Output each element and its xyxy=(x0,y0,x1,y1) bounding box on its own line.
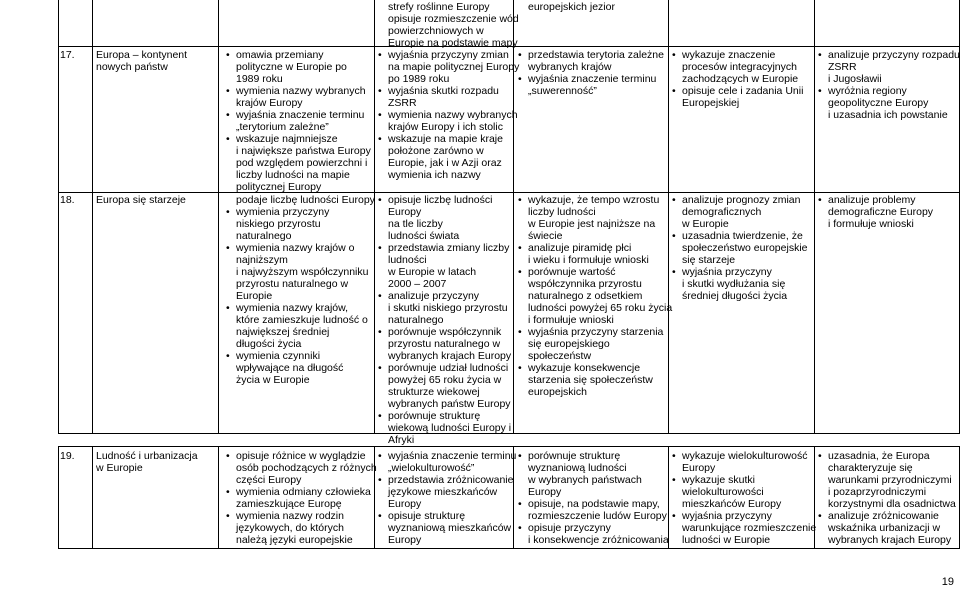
requirements-col6 xyxy=(816,194,958,230)
requirement-item: • analizuje przyczyny rozpadu xyxy=(818,49,960,61)
requirement-item-continuation: Europie, jak i w Azji oraz xyxy=(388,157,502,169)
bullet-icon: • xyxy=(378,290,382,302)
requirement-item: • wymienia nazwy wybranych xyxy=(226,85,366,97)
requirement-item-continuation: naturalnego xyxy=(236,230,292,242)
requirement-item: • wyjaśnia przyczyny xyxy=(672,266,772,278)
requirement-item-continuation: 1989 roku xyxy=(236,73,283,85)
row-number: 18. xyxy=(60,194,75,206)
requirement-item: • opisuje strukturę xyxy=(378,510,466,522)
requirement-item-continuation: zachodzących w Europie xyxy=(682,73,799,85)
requirement-item-continuation: i uzasadnia ich powstanie xyxy=(828,109,948,121)
requirement-item: podaje liczbę ludności Europy xyxy=(236,194,375,206)
requirement-item: • przedstawia terytoria zależne xyxy=(518,49,664,61)
text-line: strefy roślinne Europy xyxy=(388,1,490,13)
row-topic xyxy=(96,194,214,206)
curriculum-table-top xyxy=(58,0,960,446)
requirement-item-continuation: i konsekwencje zróżnicowania xyxy=(528,534,669,546)
requirement-item: • wymienia nazwy krajów, xyxy=(226,302,349,314)
requirement-item-continuation: wielokulturowości xyxy=(682,486,764,498)
bullet-icon: • xyxy=(672,49,676,61)
requirement-item-continuation: w Europie jest najniższe na xyxy=(528,218,656,230)
requirement-item: • wykazuje skutki xyxy=(672,474,755,486)
bullet-icon: • xyxy=(672,266,676,278)
requirement-item-continuation: Afryki xyxy=(388,434,415,446)
requirement-item: • opisuje, na podstawie mapy, xyxy=(518,498,660,510)
bullet-icon: • xyxy=(818,49,822,61)
requirement-item-continuation: 2000 – 2007 xyxy=(388,278,447,290)
requirement-item-continuation: średniej długości życia xyxy=(682,290,788,302)
requirement-item-continuation: rozmieszczenie ludów Europy xyxy=(528,510,667,522)
requirements-col5 xyxy=(670,194,812,302)
requirement-item: • analizuje prognozy zmian xyxy=(672,194,801,206)
requirement-item-continuation: Europy xyxy=(682,462,716,474)
requirement-item-continuation: w wybranych państwach xyxy=(528,474,642,486)
bullet-icon: • xyxy=(818,510,822,522)
requirement-item: • porównuje wartość xyxy=(518,266,616,278)
requirement-item-continuation: „wielokulturowość” xyxy=(388,462,475,474)
bullet-icon: • xyxy=(672,474,676,486)
continuation-col3 xyxy=(376,1,519,49)
requirement-item-continuation: europejskich xyxy=(528,386,587,398)
requirement-item: • wykazuje, że tempo wzrostu xyxy=(518,194,660,206)
bullet-icon: • xyxy=(378,49,382,61)
requirement-item-continuation: wybranych krajów xyxy=(528,61,612,73)
requirement-item: • wskazuje najmniejsze xyxy=(226,133,338,145)
bullet-icon: • xyxy=(672,510,676,522)
row-topic xyxy=(96,49,214,73)
bullet-icon: • xyxy=(226,49,230,61)
requirements-col3 xyxy=(376,49,520,181)
requirement-item-continuation: politycznej Europy xyxy=(236,181,322,193)
bullet-icon: • xyxy=(226,486,230,498)
requirement-item-continuation: wyznaniową mieszkańców xyxy=(388,522,512,534)
requirement-item: • wykazuje znaczenie xyxy=(672,49,776,61)
requirement-item-continuation: krajów Europy i ich stolic xyxy=(388,121,503,133)
bullet-icon: • xyxy=(226,450,230,462)
requirement-item: • wyróżnia regiony xyxy=(818,85,907,97)
requirements-col2 xyxy=(224,450,377,546)
requirement-item-continuation: wpływające na długość xyxy=(236,362,344,374)
text-line: Europa się starzeje xyxy=(96,194,186,206)
requirement-item-continuation: korzystnymi dla osadnictwa xyxy=(828,498,956,510)
requirement-item: • przedstawia zróżnicowanie xyxy=(378,474,514,486)
bullet-icon: • xyxy=(818,194,822,206)
text-line: w Europie xyxy=(96,462,143,474)
requirement-item-continuation: się starzeje xyxy=(682,254,736,266)
requirement-item-continuation: pod względem powierzchni i xyxy=(236,157,368,169)
bullet-icon: • xyxy=(378,133,382,145)
requirement-item-continuation: charakteryzuje się xyxy=(828,462,913,474)
bullet-icon: • xyxy=(226,133,230,145)
requirement-item-continuation: wskaźnika urbanizacji w xyxy=(828,522,941,534)
text-line: europejskich jezior xyxy=(528,1,615,13)
requirements-col2 xyxy=(224,49,372,193)
requirement-item: • porównuje strukturę xyxy=(378,410,481,422)
requirement-item-continuation: i Jugosławii xyxy=(828,73,882,85)
bullet-icon: • xyxy=(226,206,230,218)
text-line: nowych państw xyxy=(96,61,168,73)
requirement-item-continuation: „terytorium zależne” xyxy=(236,121,329,133)
requirement-item-continuation: wybranych krajach Europy xyxy=(388,350,512,362)
requirement-item-continuation: zamieszkujące Europę xyxy=(236,498,342,510)
requirement-item: • wyjaśnia znaczenie terminu xyxy=(226,109,365,121)
requirement-item-continuation: ludności powyżej 65 roku życia xyxy=(528,302,673,314)
bullet-icon: • xyxy=(378,510,382,522)
bullet-icon: • xyxy=(518,73,522,85)
bullet-icon: • xyxy=(378,85,382,97)
requirement-item: • wyjaśnia przyczyny zmian xyxy=(378,49,509,61)
bullet-icon: • xyxy=(518,242,522,254)
bullet-icon: • xyxy=(672,450,676,462)
page-number: 19 xyxy=(941,576,954,588)
requirement-item-continuation: demograficzne Europy xyxy=(828,206,934,218)
requirement-item-continuation: długości życia xyxy=(236,338,302,350)
requirement-item-continuation: polityczne w Europie po xyxy=(236,61,347,73)
requirement-item-continuation: niskiego przyrostu xyxy=(236,218,321,230)
requirement-item-continuation: osób pochodzących z różnych xyxy=(236,462,377,474)
requirement-item-continuation: geopolityczne Europy xyxy=(828,97,929,109)
text-line: Ludność i urbanizacja xyxy=(96,450,198,462)
requirement-item-continuation: procesów integracyjnych xyxy=(682,61,797,73)
requirement-item: • uzasadnia twierdzenie, że xyxy=(672,230,803,242)
requirement-item-continuation: warunkujące rozmieszczenie xyxy=(682,522,817,534)
bullet-icon: • xyxy=(518,326,522,338)
requirement-item: • wymienia odmiany człowieka xyxy=(226,486,371,498)
text-line: opisuje rozmieszczenie wód xyxy=(388,13,519,25)
requirement-item-continuation: w Europie w latach xyxy=(388,266,477,278)
requirement-item: • opisuje liczbę ludności xyxy=(378,194,493,206)
bullet-icon: • xyxy=(378,362,382,374)
requirement-item-continuation: naturalnego xyxy=(388,314,444,326)
requirement-item-continuation: wybranych państw Europy xyxy=(388,398,511,410)
requirement-item-continuation: wymienia ich nazwy xyxy=(388,169,481,181)
requirement-item-continuation: które zamieszkuje ludność o xyxy=(236,314,368,326)
requirement-item-continuation: i największe państwa Europy xyxy=(236,145,371,157)
requirement-item-continuation: przyrostu naturalnego w xyxy=(236,278,349,290)
text-line: Europie na podstawie mapy xyxy=(388,37,518,49)
requirement-item-continuation: Europy xyxy=(528,486,562,498)
requirement-item-continuation: demograficznych xyxy=(682,206,762,218)
requirement-item-continuation: Europy xyxy=(388,206,422,218)
requirement-item: • wymienia nazwy wybranych xyxy=(378,109,518,121)
bullet-icon: • xyxy=(378,194,382,206)
text-line: powierzchniowych w xyxy=(388,25,484,37)
requirement-item: • wymienia nazwy rodzin xyxy=(226,510,344,522)
bullet-icon: • xyxy=(518,266,522,278)
requirement-item-continuation: społeczeństwo europejskie xyxy=(682,242,808,254)
bullet-icon: • xyxy=(378,326,382,338)
bullet-icon: • xyxy=(818,450,822,462)
requirement-item-continuation: i najwyższym współczynniku xyxy=(236,266,369,278)
requirement-item-continuation: i skutki niskiego przyrostu xyxy=(388,302,508,314)
requirements-col4 xyxy=(516,194,673,398)
requirement-item: • analizuje przyczyny xyxy=(378,290,480,302)
requirement-item-continuation: Europy xyxy=(388,498,422,510)
requirement-item: • porównuje strukturę xyxy=(518,450,621,462)
requirement-item: • wykazuje wielokulturowość xyxy=(672,450,808,462)
bullet-icon: • xyxy=(518,450,522,462)
bullet-icon: • xyxy=(226,510,230,522)
bullet-icon: • xyxy=(226,242,230,254)
row-number: 19. xyxy=(60,450,75,462)
curriculum-table-bottom xyxy=(58,446,960,549)
requirement-item-continuation: się europejskiego xyxy=(528,338,610,350)
requirement-item-continuation: Europejskiej xyxy=(682,97,740,109)
requirement-item-continuation: naturalnego z odsetkiem xyxy=(528,290,643,302)
bullet-icon: • xyxy=(226,350,230,362)
bullet-icon: • xyxy=(518,522,522,534)
requirement-item-continuation: części Europy xyxy=(236,474,302,486)
requirement-item-continuation: w Europie xyxy=(682,218,729,230)
requirements-col5 xyxy=(670,450,817,546)
requirement-item-continuation: i pozaprzyrodniczymi xyxy=(828,486,927,498)
requirement-item: • opisuje cele i zadania Unii xyxy=(672,85,804,97)
requirement-item-continuation: warunkami przyrodniczymi xyxy=(828,474,952,486)
requirements-col5 xyxy=(670,49,812,109)
requirement-item-continuation: mieszkańców Europy xyxy=(682,498,782,510)
requirement-item-continuation: ZSRR xyxy=(388,97,417,109)
requirement-item-continuation: „suwerenność” xyxy=(528,85,597,97)
requirement-item-continuation: życia w Europie xyxy=(236,374,310,386)
requirement-item-continuation: i wieku i formułuje wnioski xyxy=(528,254,649,266)
requirement-item-continuation: wybranych krajach Europy xyxy=(828,534,952,546)
requirement-item-continuation: należą języki europejskie xyxy=(236,534,353,546)
requirement-item-continuation: na tle liczby xyxy=(388,218,443,230)
requirement-item-continuation: i skutki wydłużania się xyxy=(682,278,786,290)
bullet-icon: • xyxy=(378,410,382,422)
requirement-item-continuation: krajów Europy xyxy=(236,97,303,109)
bullet-icon: • xyxy=(518,49,522,61)
requirement-item: • uzasadnia, że Europa xyxy=(818,450,930,462)
requirement-item-continuation: najniższym xyxy=(236,254,288,266)
requirement-item-continuation: po 1989 roku xyxy=(388,73,450,85)
requirement-item-continuation: językowe mieszkańców xyxy=(388,486,498,498)
bullet-icon: • xyxy=(518,498,522,510)
requirement-item: • opisuje różnice w wyglądzie xyxy=(226,450,366,462)
requirement-item-continuation: strukturze wiekowej xyxy=(388,386,480,398)
requirement-item: • wykazuje konsekwencje xyxy=(518,362,641,374)
bullet-icon: • xyxy=(226,109,230,121)
requirement-item: • wymienia nazwy krajów o xyxy=(226,242,355,254)
text-line: Europa – kontynent xyxy=(96,49,188,61)
requirements-col2 xyxy=(224,194,375,386)
requirement-item: • wyjaśnia znaczenie terminu xyxy=(378,450,517,462)
requirements-col3 xyxy=(376,450,517,546)
requirement-item: • analizuje problemy xyxy=(818,194,916,206)
row-topic xyxy=(96,450,214,474)
requirement-item: • omawia przemiany xyxy=(226,49,324,61)
requirement-item: • opisuje przyczyny xyxy=(518,522,611,534)
requirement-item: • wyjaśnia przyczyny starzenia xyxy=(518,326,664,338)
requirement-item-continuation: liczby ludności na mapie xyxy=(236,169,350,181)
requirement-item: • wskazuje na mapie kraje xyxy=(378,133,503,145)
requirement-item: • wymienia czynniki xyxy=(226,350,321,362)
requirement-item-continuation: wiekową ludności Europy i xyxy=(388,422,512,434)
bullet-icon: • xyxy=(226,302,230,314)
requirement-item-continuation: ludności świata xyxy=(388,230,460,242)
requirement-item-continuation: współczynnika przyrostu xyxy=(528,278,642,290)
requirement-item-continuation: ludności xyxy=(388,254,427,266)
requirement-item-continuation: starzenia się społeczeństw xyxy=(528,374,653,386)
requirement-item: • wyjaśnia przyczyny xyxy=(672,510,772,522)
requirements-col6 xyxy=(816,49,958,121)
requirement-item-continuation: językowych, do których xyxy=(236,522,344,534)
requirement-item-continuation: położone zarówno w xyxy=(388,145,484,157)
bullet-icon: • xyxy=(378,474,382,486)
bullet-icon: • xyxy=(672,85,676,97)
requirement-item-continuation: Europie xyxy=(236,290,273,302)
continuation-col4 xyxy=(516,1,666,13)
row-number: 17. xyxy=(60,49,75,61)
requirement-item-continuation: liczby ludności xyxy=(528,206,596,218)
bullet-icon: • xyxy=(226,85,230,97)
requirement-item-continuation: świecie xyxy=(528,230,563,242)
requirement-item: • analizuje zróżnicowanie xyxy=(818,510,939,522)
requirement-item-continuation: największej średniej xyxy=(236,326,330,338)
requirement-item: • porównuje współczynnik xyxy=(378,326,502,338)
requirements-col4 xyxy=(516,450,669,546)
bullet-icon: • xyxy=(378,109,382,121)
requirement-item-continuation: ludności w Europie xyxy=(682,534,771,546)
requirement-item: • przedstawia zmiany liczby xyxy=(378,242,510,254)
requirement-item: • wyjaśnia skutki rozpadu xyxy=(378,85,499,97)
bullet-icon: • xyxy=(378,450,382,462)
requirements-col3 xyxy=(376,194,512,446)
requirements-col6 xyxy=(816,450,958,546)
requirement-item-continuation: społeczeństw xyxy=(528,350,592,362)
requirement-item-continuation: na mapie politycznej Europy xyxy=(388,61,520,73)
requirement-item: • wyjaśnia znaczenie terminu xyxy=(518,73,657,85)
bullet-icon: • xyxy=(818,85,822,97)
requirements-col4 xyxy=(516,49,666,97)
requirement-item: • wymienia przyczyny xyxy=(226,206,330,218)
bullet-icon: • xyxy=(672,194,676,206)
requirement-item-continuation: przyrostu naturalnego w xyxy=(388,338,501,350)
bullet-icon: • xyxy=(518,362,522,374)
requirement-item-continuation: Europy xyxy=(388,534,422,546)
requirement-item-continuation: wyznaniową ludności xyxy=(528,462,627,474)
requirement-item: • porównuje udział ludności xyxy=(378,362,509,374)
requirement-item-continuation: powyżej 65 roku życia w xyxy=(388,374,502,386)
requirement-item-continuation: i formułuje wnioski xyxy=(828,218,914,230)
requirement-item-continuation: ZSRR xyxy=(828,61,857,73)
requirement-item: • analizuje piramidę płci xyxy=(518,242,632,254)
requirement-item-continuation: i formułuje wnioski xyxy=(528,314,614,326)
bullet-icon: • xyxy=(672,230,676,242)
bullet-icon: • xyxy=(378,242,382,254)
bullet-icon: • xyxy=(518,194,522,206)
